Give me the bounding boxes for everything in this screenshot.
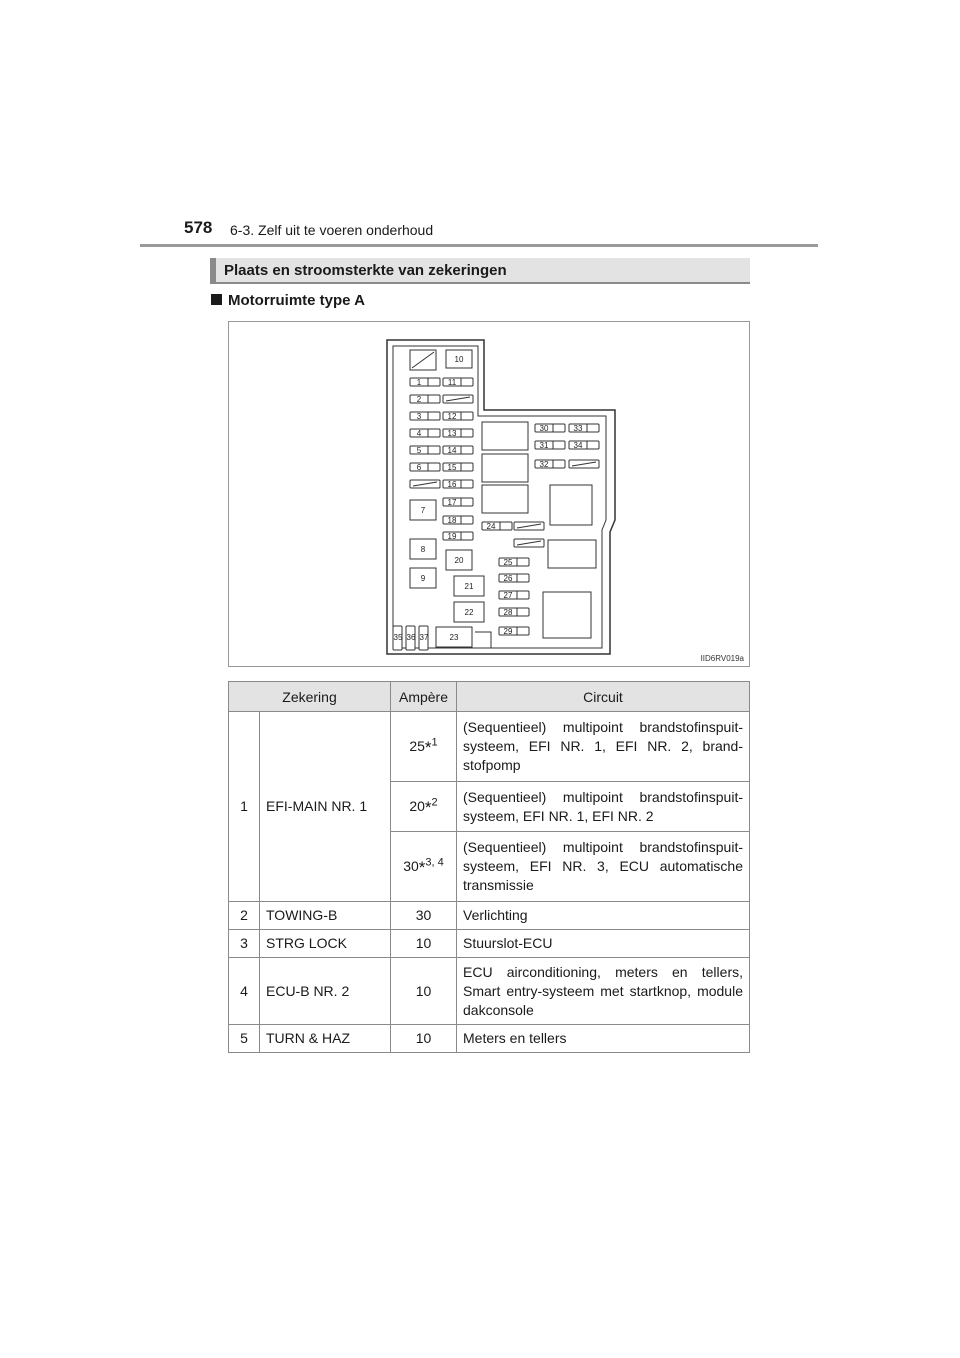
- fuse-label: 28: [503, 608, 513, 617]
- fuse-label: 2: [416, 395, 422, 404]
- fuse-label: 27: [503, 591, 513, 600]
- fuse-label: 18: [447, 516, 457, 525]
- fuse-name: STRG LOCK: [260, 930, 391, 958]
- fuse-blade: [410, 463, 440, 471]
- fuse-blade: [410, 412, 440, 420]
- fuse-box-figure: [228, 321, 750, 667]
- circuit-cell: ECU airconditioning, meters en tellers, Smart entry-systeem met startknop, module dakconsole: [457, 958, 750, 1025]
- fuse-blade: [410, 395, 440, 403]
- footnote-ref: 2: [431, 796, 438, 809]
- ampere-cell: [391, 712, 457, 782]
- fuse-label: 24: [486, 522, 496, 531]
- circuit-cell: Meters en tellers: [457, 1025, 750, 1053]
- fuse-name: ECU-B NR. 2: [260, 958, 391, 1025]
- fuse-label: 26: [503, 574, 513, 583]
- header-circuit: Circuit: [457, 682, 750, 712]
- footnote-mark: *: [424, 798, 432, 817]
- circuit-cell: (Sequentieel) multipoint brandstofinspuit-systeem, EFI NR. 1, EFI NR. 2: [457, 782, 750, 832]
- footnote-mark: *: [424, 738, 432, 757]
- fuse-label: 20: [454, 556, 464, 565]
- header-ampere: Ampère: [391, 682, 457, 712]
- ampere-cell: [391, 782, 457, 832]
- table-row: [229, 930, 750, 958]
- relay-box: [550, 485, 592, 525]
- page-number: 578: [184, 218, 213, 237]
- footnote-ref: 3, 4: [425, 856, 444, 869]
- footnote-ref: 1: [431, 736, 438, 749]
- circuit-cell: (Sequentieel) multipoint brandstofinspuit-systeem, EFI NR. 1, EFI NR. 2, brand-stofpomp: [457, 712, 750, 782]
- relay-box: [482, 422, 528, 450]
- header-rule: [140, 244, 818, 247]
- fuse-label: 22: [464, 608, 474, 617]
- table-row: [229, 1025, 750, 1053]
- relay-box: [482, 485, 528, 513]
- square-bullet-icon: [211, 294, 222, 305]
- table-header-row: [229, 682, 750, 712]
- ampere-value: 20: [409, 798, 425, 814]
- ampere-cell: [391, 832, 457, 902]
- fuse-label: 9: [420, 574, 426, 583]
- fuse-name: TOWING-B: [260, 902, 391, 930]
- relay-box: [543, 592, 591, 638]
- header-fuse: Zekering: [229, 682, 391, 712]
- fuse-label: 6: [416, 463, 422, 472]
- fuse-label: 7: [420, 506, 426, 515]
- fuse-label: 5: [416, 446, 422, 455]
- fuse-label: 19: [447, 532, 457, 541]
- relay-box: [482, 454, 528, 482]
- ampere-value: 10: [391, 958, 457, 1025]
- ampere-value: 30: [391, 902, 457, 930]
- fuse-label: 36: [406, 633, 416, 642]
- fuse-label: 34: [573, 441, 583, 450]
- fuse-blade: [410, 446, 440, 454]
- fuse-blade: [410, 429, 440, 437]
- fuse-label: 32: [539, 460, 549, 469]
- fuse-label: 23: [449, 633, 459, 642]
- ampere-value: 25: [409, 738, 425, 754]
- fuse-blade: [410, 378, 440, 386]
- circuit-cell: Stuurslot-ECU: [457, 930, 750, 958]
- fuse-number: 5: [229, 1025, 260, 1053]
- fuse-label: 3: [416, 412, 422, 421]
- fuse-box-diagram: [229, 322, 749, 666]
- sub-heading-text: Motorruimte type A: [228, 292, 365, 309]
- fuse-name: EFI-MAIN NR. 1: [260, 712, 391, 902]
- relay-box: [548, 540, 596, 568]
- fuse-label: 12: [447, 412, 457, 421]
- fuse-label: 8: [420, 545, 426, 554]
- figure-id: IID6RV019a: [700, 654, 744, 663]
- circuit-cell: (Sequentieel) multipoint brandstofinspuit-systeem, EFI NR. 3, ECU automatische transmissie: [457, 832, 750, 902]
- fuse-label: 1: [416, 378, 422, 387]
- fuse-label: 37: [419, 633, 429, 642]
- section-title: Plaats en stroomsterkte van zekeringen: [224, 262, 507, 279]
- fuse-label: 21: [464, 582, 474, 591]
- table-row: [229, 902, 750, 930]
- fuse-number: 3: [229, 930, 260, 958]
- fuse-label: 15: [447, 463, 457, 472]
- table-row: [229, 712, 750, 782]
- section-bar: [210, 258, 750, 284]
- fuse-label: 11: [447, 378, 457, 387]
- fuse-label: 10: [454, 355, 464, 364]
- fuse-table: [228, 681, 750, 1053]
- sub-heading: [211, 292, 365, 309]
- ampere-value: 30: [403, 858, 419, 874]
- footnote-mark: *: [418, 858, 426, 877]
- section-accent: [210, 258, 216, 282]
- fuse-label: 31: [539, 441, 549, 450]
- fuse-label: 13: [447, 429, 457, 438]
- ampere-value: 10: [391, 930, 457, 958]
- table-row: [229, 958, 750, 1025]
- fuse-label: 17: [447, 498, 457, 507]
- circuit-cell: Verlichting: [457, 902, 750, 930]
- fuse-label: 25: [503, 558, 513, 567]
- fuse-label: 35: [393, 633, 403, 642]
- fuse-name: TURN & HAZ: [260, 1025, 391, 1053]
- fuse-label: 30: [539, 424, 549, 433]
- fuse-number: 1: [229, 712, 260, 902]
- fuse-number: 4: [229, 958, 260, 1025]
- fuse-label: 4: [416, 429, 422, 438]
- chapter-title: 6-3. Zelf uit te voeren onderhoud: [230, 222, 434, 238]
- ampere-value: 10: [391, 1025, 457, 1053]
- fuse-label: 33: [573, 424, 583, 433]
- fuse-number: 2: [229, 902, 260, 930]
- fuse-label: 16: [447, 480, 457, 489]
- fuse-label: 29: [503, 627, 513, 636]
- fuse-label: 14: [447, 446, 457, 455]
